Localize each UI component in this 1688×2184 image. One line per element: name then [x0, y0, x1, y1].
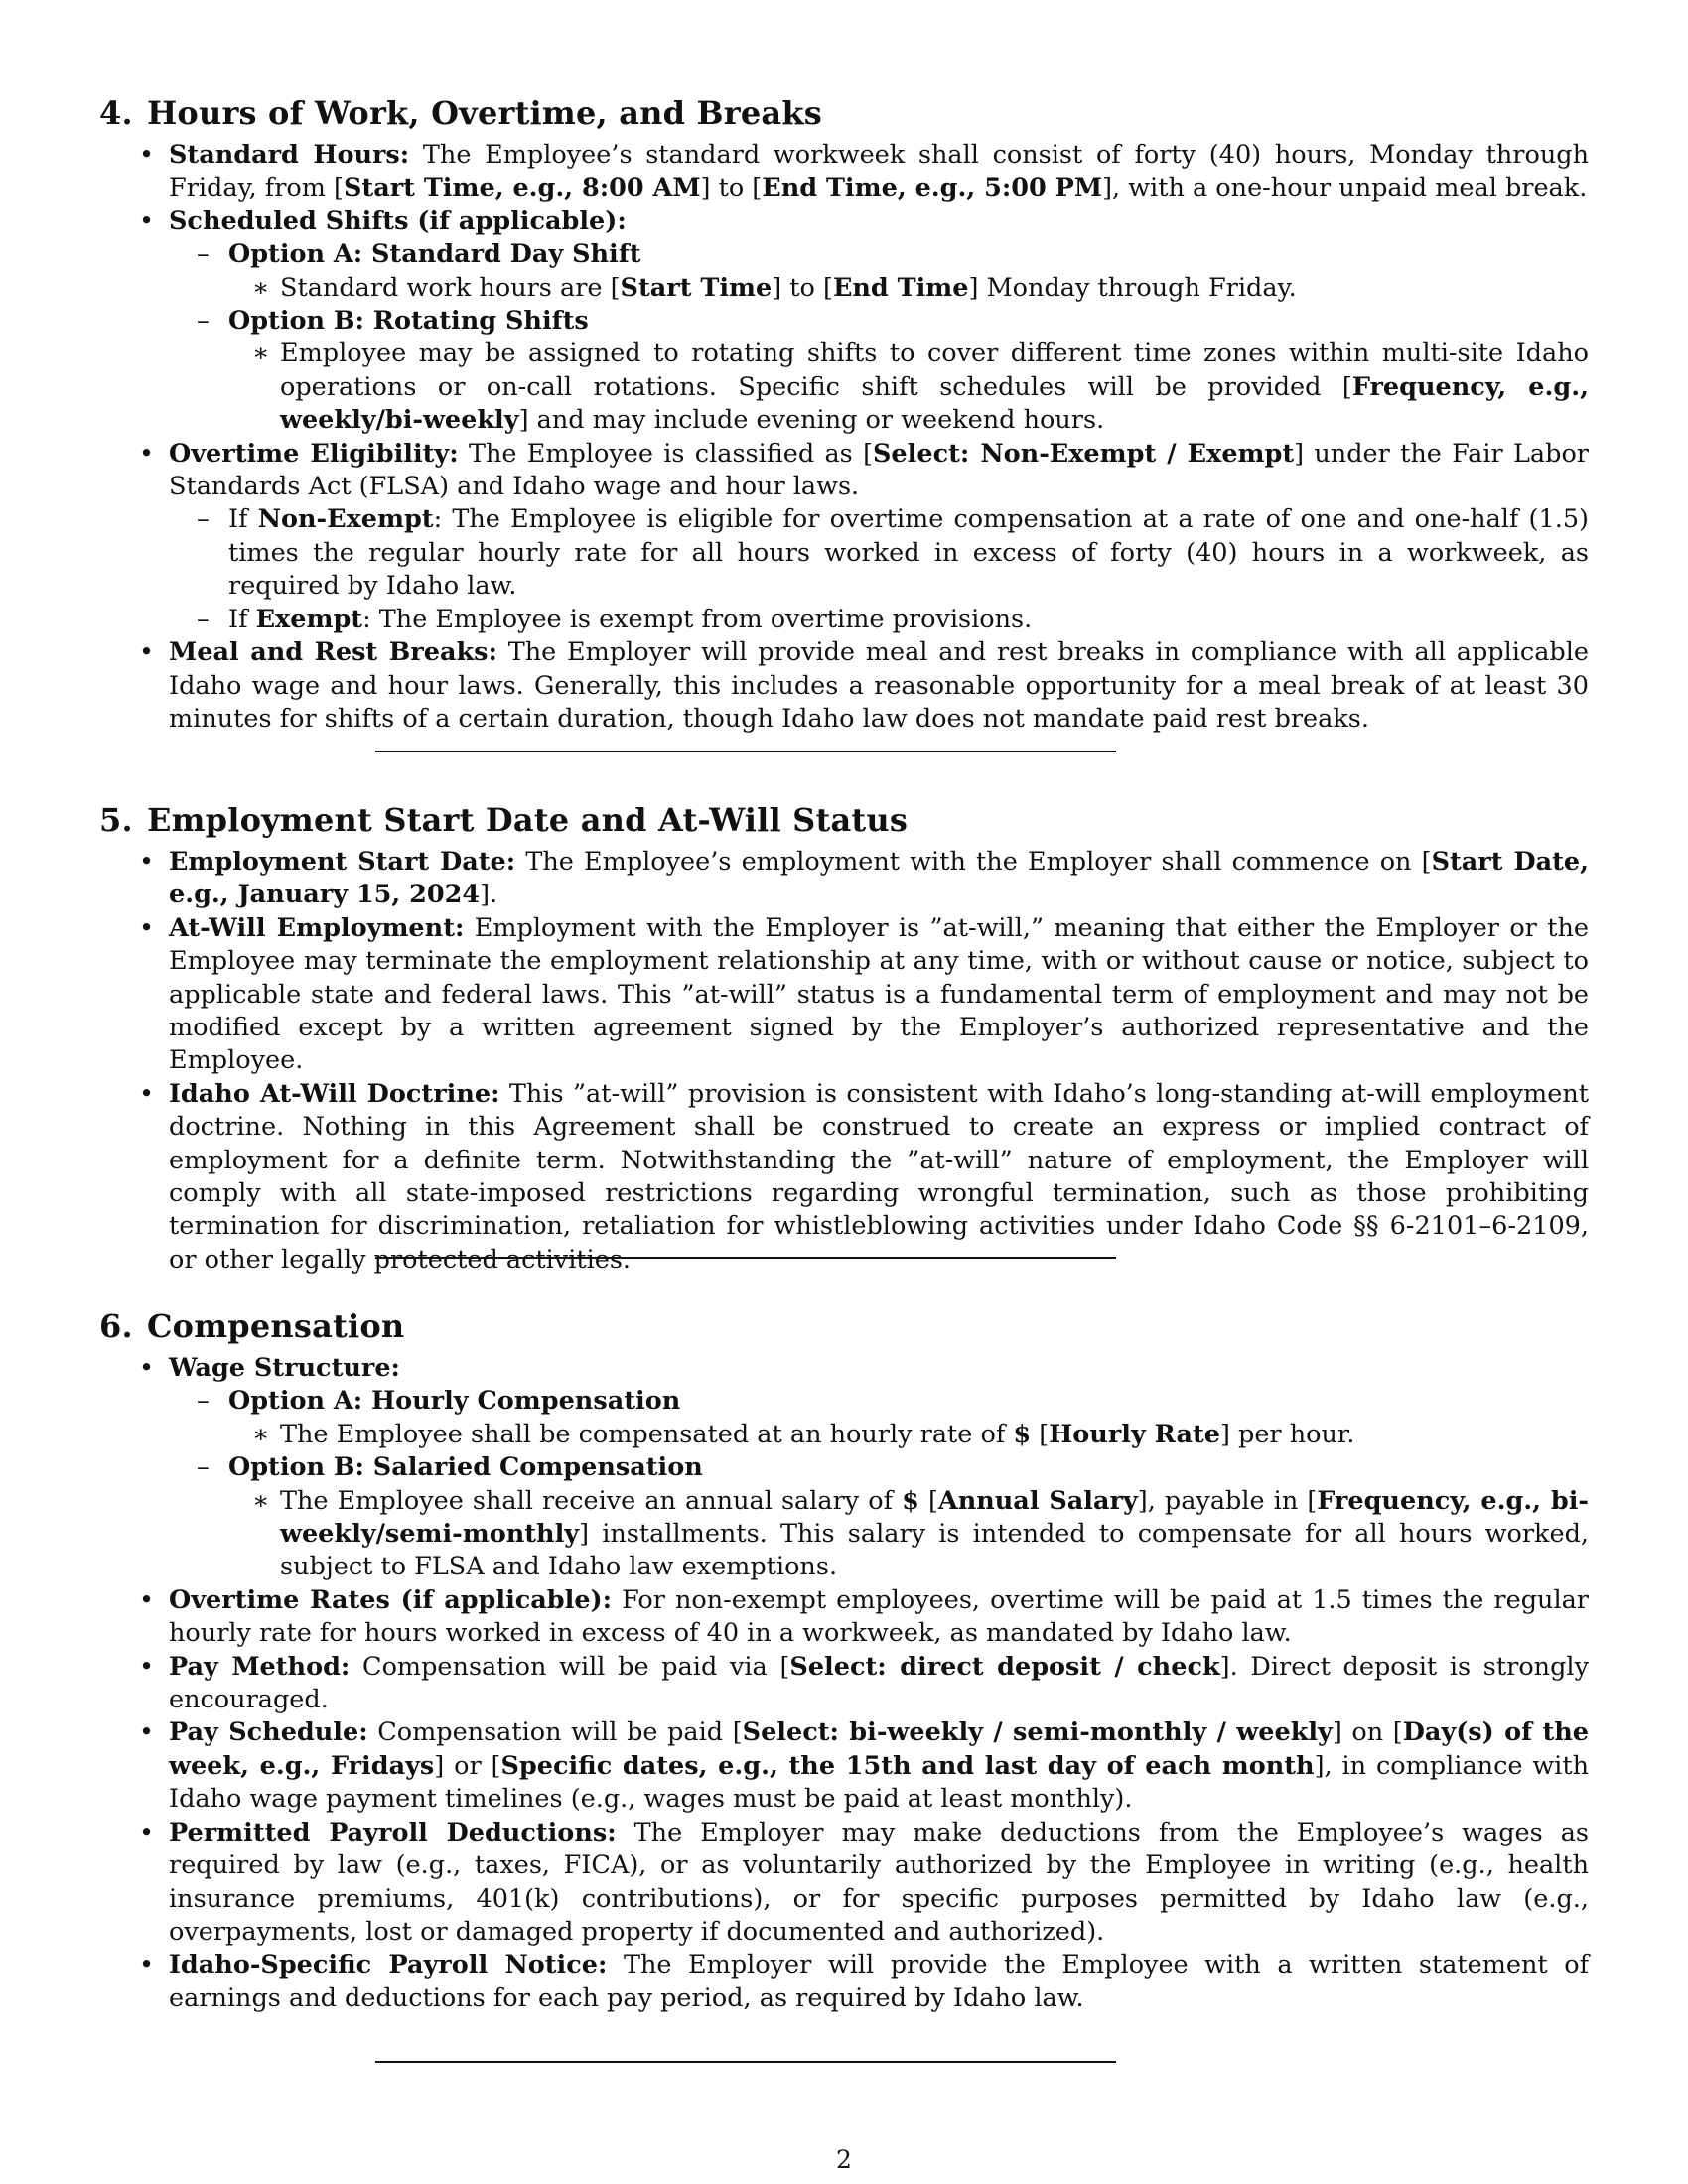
- sub-item-non-exempt: – If Non-Exempt: The Employee is eligible for overtime compensation at a rate of one and one-half (1.5) times the regular hourly rate for all hours worked in excess of forty (40) hours in a workweek, as required by Idaho law.: [99, 503, 1589, 603]
- page-number: 2: [836, 2145, 852, 2174]
- list-item-start-date: • Employment Start Date: The Employee’s employment with the Employer shall commence on [Start Date, e.g., January 15, 2024].: [99, 846, 1589, 912]
- list-item-at-will-employment: • At-Will Employment: Employment with the Employer is ”at-will,” meaning that either the Employer or the Employee may terminate the employment relationship at any time, with or without cause or notice, subject to applicable state and federal laws. This ”at-will” status is a fundamental term of employment and may not be modified except by a written agreement signed by the Employer’s authorized representative and the Employee.: [99, 912, 1589, 1078]
- sub-sub-item-option-b-text: ∗ Employee may be assigned to rotating shifts to cover different time zones within multi-site Idaho operations or on-call rotations. Specific shift schedules will be provided [Frequency, e.g., weekly/bi-weekly] and may include evening or weekend hours.: [99, 338, 1589, 437]
- sub-item-hourly: – Option A: Hourly Compensation ∗ The Employee shall be compensated at an hourly rate of $ [Hourly Rate] per hour.: [99, 1385, 1589, 1451]
- sub-item-option-a: – Option A: Standard Day Shift ∗ Standard work hours are [Start Time] to [End Time] Monday through Friday.: [99, 238, 1589, 305]
- section-5-list: [99, 846, 1589, 1277]
- list-item-overtime-rates: • Overtime Rates (if applicable): For non-exempt employees, overtime will be paid at 1.5 times the regular hourly rate for hours worked in excess of 40 in a workweek, as mandated by Idaho law.: [99, 1584, 1589, 1651]
- section-6-list: [99, 1352, 1589, 2015]
- sub-item-option-b: – Option B: Rotating Shifts ∗ Employee may be assigned to rotating shifts to cover different time zones within multi-site Idaho operations or on-call rotations. Specific shift schedules will be provided [Frequency, e.g., weekly/bi-weekly] and may include evening or weekend hours.: [99, 305, 1589, 438]
- list-item-wage-structure: • Wage Structure: – Option A: Hourly Compensation ∗ The Employee shall be compensated at an hourly rate of $ [Hourly Rate] per hour. – Option B: Salaried Compensation ∗ The Employee shall receive an annual salary of $ [Annual Salary], payable in [Frequency, e.g., bi-weekly/semi-monthly] installments. This salary is intended to compensate for all hours worked, subject to FLSA and Idaho law exemptions.: [99, 1352, 1589, 1584]
- section-5: [99, 798, 1589, 1277]
- section-6: [99, 1304, 1589, 2015]
- sub-sub-item-salaried-text: ∗ The Employee shall receive an annual salary of $ [Annual Salary], payable in [Frequency, e.g., bi-weekly/semi-monthly] installments. This salary is intended to compensate for all hours worked, subject to FLSA and Idaho law exemptions.: [99, 1485, 1589, 1584]
- section-4-title: 4. Hours of Work, Overtime, and Breaks: [99, 94, 822, 132]
- list-item-at-will-doctrine: • Idaho At-Will Doctrine: This ”at-will” provision is consistent with Idaho’s long-standing at-will employment doctrine. Nothing in this Agreement shall be construed to create an express or implied contract of employment for a definite term. Notwithstanding the ”at-will” nature of employment, the Employer will comply with all state-imposed restrictions regarding wrongful termination, such as those prohibiting termination for discrimination, retaliation for whistleblowing activities under Idaho Code §§ 6-2101–6-2109, or other legally protected activities.: [99, 1078, 1589, 1277]
- list-item-meal-rest-breaks: • Meal and Rest Breaks: The Employer will provide meal and rest breaks in compliance with all applicable Idaho wage and hour laws. Generally, this includes a reasonable opportunity for a meal break of at least 30 minutes for shifts of a certain duration, though Idaho law does not mandate paid rest breaks.: [99, 636, 1589, 736]
- divider-rule: [375, 751, 1116, 752]
- list-item-overtime-eligibility: • Overtime Eligibility: The Employee is classified as [Select: Non-Exempt / Exempt] under the Fair Labor Standards Act (FLSA) and Idaho wage and hour laws. – If Non-Exempt: The Employee is eligible for overtime compensation at a rate of one and one-half (1.5) times the regular hourly rate for all hours worked in excess of forty (40) hours in a workweek, as required by Idaho law. – If Exempt: The Employee is exempt from overtime provisions.: [99, 438, 1589, 636]
- section-5-title: 5. Employment Start Date and At-Will Status: [99, 801, 909, 839]
- divider-rule: [375, 2061, 1116, 2063]
- list-item-scheduled-shifts: • Scheduled Shifts (if applicable): – Option A: Standard Day Shift ∗ Standard work hours are [Start Time] to [End Time] Monday through Friday. – Option B: Rotating Shifts ∗ Employee may be assigned to rotating shifts to cover different time zones within multi-site Idaho operations or on-call rotations. Specific shift schedules will be provided [Frequency, e.g., weekly/bi-weekly] and may include evening or weekend hours.: [99, 205, 1589, 438]
- list-item-pay-schedule: • Pay Schedule: Compensation will be paid [Select: bi-weekly / semi-monthly / weekly] on [Day(s) of the week, e.g., Fridays] or [Specific dates, e.g., the 15th and last day of each month], in compliance with Idaho wage payment timelines (e.g., wages must be paid at least monthly).: [99, 1716, 1589, 1816]
- section-6-title: 6. Compensation: [99, 1307, 405, 1345]
- sub-item-exempt: – If Exempt: The Employee is exempt from overtime provisions.: [99, 604, 1589, 636]
- list-item-standard-hours: • Standard Hours: The Employee’s standard workweek shall consist of forty (40) hours, Monday through Friday, from [Start Time, e.g., 8:00 AM] to [End Time, e.g., 5:00 PM], with a one-hour unpaid meal break.: [99, 139, 1589, 205]
- list-item-payroll-deductions: • Permitted Payroll Deductions: The Employer may make deductions from the Employee’s wages as required by law (e.g., taxes, FICA), or as voluntarily authorized by the Employee in writing (e.g., health insurance premiums, 401(k) contributions), or for specific purposes permitted by Idaho law (e.g., overpayments, lost or damaged property if documented and authorized).: [99, 1817, 1589, 1950]
- section-4-list: [99, 139, 1589, 736]
- list-item-payroll-notice: • Idaho-Specific Payroll Notice: The Employer will provide the Employee with a written statement of earnings and deductions for each pay period, as required by Idaho law.: [99, 1949, 1589, 2015]
- list-item-pay-method: • Pay Method: Compensation will be paid via [Select: direct deposit / check]. Direct deposit is strongly encouraged.: [99, 1651, 1589, 1717]
- section-4: [99, 91, 1589, 736]
- sub-sub-item-option-a-text: ∗ Standard work hours are [Start Time] to [End Time] Monday through Friday.: [99, 272, 1589, 305]
- sub-sub-item-hourly-text: ∗ The Employee shall be compensated at an hourly rate of $ [Hourly Rate] per hour.: [99, 1419, 1589, 1451]
- sub-item-salaried: – Option B: Salaried Compensation ∗ The Employee shall receive an annual salary of $ [Annual Salary], payable in [Frequency, e.g., bi-weekly/semi-monthly] installments. This salary is intended to compensate for all hours worked, subject to FLSA and Idaho law exemptions.: [99, 1451, 1589, 1584]
- divider-rule: [375, 1257, 1116, 1259]
